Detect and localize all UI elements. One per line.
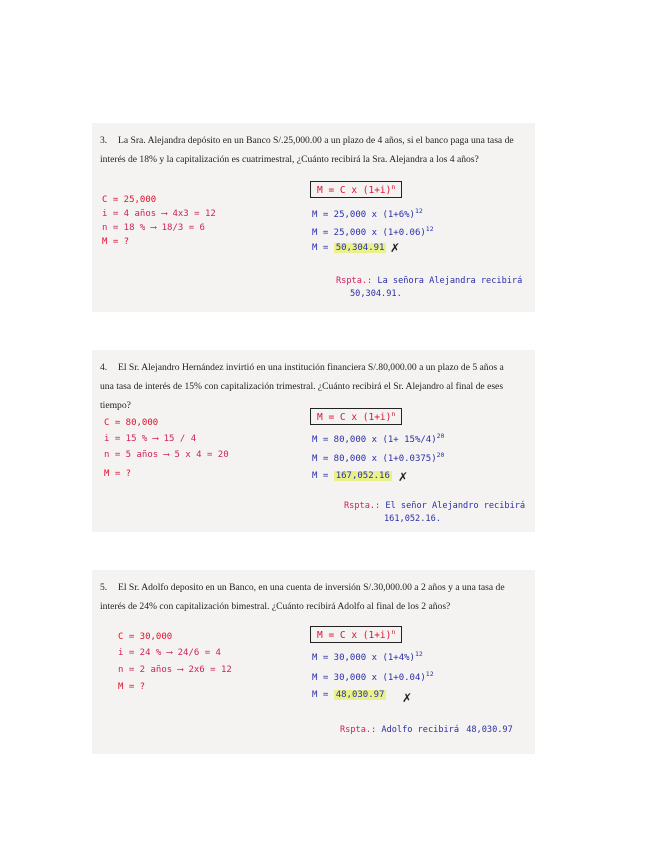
problem-number: 5. bbox=[100, 582, 108, 593]
answer bbox=[340, 724, 513, 737]
step-1-exponent: 20 bbox=[436, 432, 445, 440]
problem-text: El Sr. Alejandro Hernández invirtió en una institución financiera S/.80,000.00 a un plazo de 5 años a una tasa de interés de 15% con capitalización trimestral. ¿Cuánto recibirá el Sr. Alejandro al final de eses tiempo? bbox=[100, 362, 504, 411]
problem-number: 3. bbox=[100, 135, 108, 146]
formula-text: M = C x (1+i) bbox=[317, 185, 392, 197]
answer-text: El señor Alejandro recibirá bbox=[385, 501, 526, 511]
formula-text: M = C x (1+i) bbox=[317, 630, 392, 642]
step-2-text: M = 80,000 x (1+0.0375) bbox=[312, 454, 437, 464]
formula-box bbox=[310, 626, 402, 643]
data-capital: C = 30,000 bbox=[118, 632, 173, 642]
final-result bbox=[312, 471, 392, 481]
final-result bbox=[312, 690, 386, 700]
answer-label: Rspta.: bbox=[340, 725, 377, 735]
step-2-text: M = 25,000 x (1+0.06) bbox=[312, 228, 426, 238]
final-result bbox=[312, 243, 386, 253]
problem-5-card bbox=[92, 570, 535, 754]
final-label: M = bbox=[312, 471, 334, 481]
problem-number: 4. bbox=[100, 362, 108, 373]
answer-text: La señora Alejandra recibirá bbox=[377, 276, 523, 286]
problem-4-card bbox=[92, 350, 535, 532]
step-1-exponent: 12 bbox=[414, 207, 423, 215]
problem-text: El Sr. Adolfo deposito en un Banco, en una cuenta de inversión S/.30,000.00 a 2 años y a una tasa de interés de 24% con capitalización bimestral. ¿Cuánto recibirá Adolfo al final de los 2 años? bbox=[100, 582, 505, 612]
formula-text: M = C x (1+i) bbox=[317, 412, 392, 424]
final-value-highlight: 167,052.16 bbox=[335, 471, 390, 481]
step-2 bbox=[312, 225, 434, 238]
final-value-highlight: 50,304.91 bbox=[335, 243, 385, 253]
data-unknown: M = ? bbox=[118, 682, 146, 692]
data-periods: n = 2 años ⟶ 2x6 = 12 bbox=[118, 665, 232, 675]
problem-statement bbox=[100, 358, 520, 415]
step-2-exponent: 12 bbox=[425, 670, 434, 678]
step-2 bbox=[312, 451, 444, 464]
step-2-exponent: 20 bbox=[436, 451, 445, 459]
answer-text: Adolfo recibirá bbox=[381, 725, 460, 735]
check-mark-icon: ✗ bbox=[390, 241, 401, 255]
answer-amount: 48,030.97 bbox=[466, 725, 513, 735]
data-periods: n = 18 % ⟶ 18/3 = 6 bbox=[102, 223, 205, 233]
data-capital: C = 80,000 bbox=[104, 418, 159, 428]
answer-label: Rspta.: bbox=[344, 501, 381, 511]
problem-statement bbox=[100, 578, 520, 616]
data-rate: i = 4 años ⟶ 4x3 = 12 bbox=[102, 209, 216, 219]
problem-statement bbox=[100, 131, 520, 169]
step-2 bbox=[312, 670, 434, 683]
step-1-exponent: 12 bbox=[414, 650, 423, 658]
answer bbox=[336, 275, 522, 301]
formula-exponent: n bbox=[391, 628, 396, 636]
data-rate: i = 15 % ⟶ 15 / 4 bbox=[104, 434, 197, 444]
formula-exponent: n bbox=[391, 410, 396, 418]
step-1 bbox=[312, 650, 423, 663]
problem-3-card bbox=[92, 123, 535, 312]
data-rate: i = 24 % ⟶ 24/6 = 4 bbox=[118, 648, 221, 658]
step-2-exponent: 12 bbox=[425, 225, 434, 233]
step-1-text: M = 30,000 x (1+4%) bbox=[312, 653, 415, 663]
data-unknown: M = ? bbox=[102, 237, 130, 247]
data-capital: C = 25,000 bbox=[102, 195, 157, 205]
check-mark-icon: ✗ bbox=[402, 691, 413, 705]
step-1-text: M = 25,000 x (1+6%) bbox=[312, 210, 415, 220]
answer-amount: 50,304.91. bbox=[350, 289, 402, 299]
answer-amount: 161,052.16. bbox=[384, 514, 441, 524]
final-label: M = bbox=[312, 243, 334, 253]
step-2-text: M = 30,000 x (1+0.04) bbox=[312, 673, 426, 683]
data-periods: n = 5 años ⟶ 5 x 4 = 20 bbox=[104, 450, 229, 460]
problem-text: La Sra. Alejandra depósito en un Banco S/.25,000.00 a un plazo de 4 años, si el banco paga una tasa de interés de 18% y la capitalización es cuatrimestral, ¿Cuánto recibirá la Sra. Alejandra a los 4 años? bbox=[100, 135, 514, 165]
answer-label: Rspta.: bbox=[336, 276, 373, 286]
final-value-highlight: 48,030.97 bbox=[335, 690, 385, 700]
check-mark-icon: ✗ bbox=[398, 470, 409, 484]
formula-exponent: n bbox=[391, 183, 396, 191]
data-unknown: M = ? bbox=[104, 469, 132, 479]
step-1-text: M = 80,000 x (1+ 15%/4) bbox=[312, 435, 437, 445]
formula-box bbox=[310, 408, 402, 425]
step-1 bbox=[312, 207, 423, 220]
final-label: M = bbox=[312, 690, 334, 700]
step-1 bbox=[312, 432, 444, 445]
answer bbox=[344, 500, 525, 526]
formula-box bbox=[310, 181, 402, 198]
